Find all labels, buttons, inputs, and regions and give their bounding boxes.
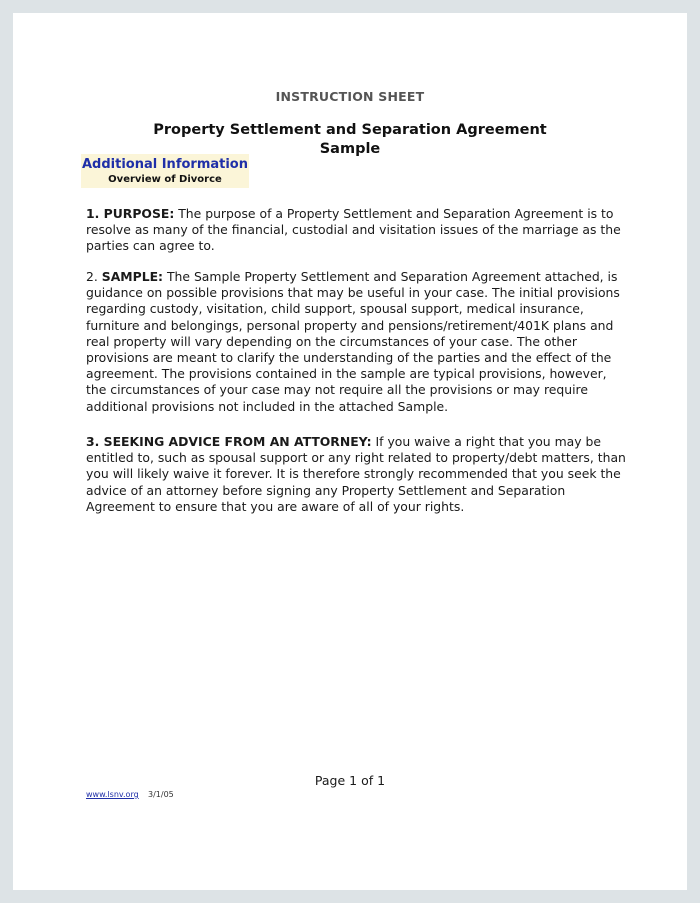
section-purpose <box>86 206 626 255</box>
section-seeking-advice-heading: 3. SEEKING ADVICE FROM AN ATTORNEY: <box>86 434 372 449</box>
section-seeking-advice <box>86 434 626 515</box>
section-sample-heading: SAMPLE: <box>101 269 164 284</box>
footer-website-link[interactable]: www.lsnv.org <box>86 790 139 799</box>
section-sample-paragraph <box>86 269 626 415</box>
section-seeking-advice-body: If you waive a right that you may be entitled to, such as spousal support or any right related to property/debt matters, than you will likely waive it forever. It is therefore strongly recommended that you seek the advice of an attorney before signing any Property Settlement and Separation Agreement to ensure that you are aware of all of your rights. <box>86 434 626 514</box>
section-seeking-advice-paragraph <box>86 434 626 515</box>
document-page <box>13 13 687 890</box>
document-title-line-1: Property Settlement and Separation Agreement <box>153 122 547 138</box>
footer-date: 3/1/05 <box>148 790 174 799</box>
section-purpose-body: The purpose of a Property Settlement and Separation Agreement is to resolve as many of the financial, custodial and visitation issues of the marriage as the parties can agree to. <box>86 206 621 254</box>
page-number: Page 1 of 1 <box>314 773 386 788</box>
section-purpose-paragraph <box>86 206 626 255</box>
document-title-line-2: Sample <box>319 141 381 157</box>
sheet-label: INSTRUCTION SHEET <box>275 89 425 104</box>
section-sample <box>86 269 626 415</box>
section-purpose-heading: 1. PURPOSE: <box>86 206 175 221</box>
additional-information-title[interactable]: Additional Information <box>81 157 248 172</box>
section-sample-number: 2. <box>86 269 102 284</box>
section-sample-body: The Sample Property Settlement and Separation Agreement attached, is guidance on possible provisions that may be useful in your case. The initial provisions regarding custody, visitation, child support, spousal support, medical insurance, furniture and belongings, personal property and pensions/retirement/401K plans and real property will vary depending on the circumstances of your case. The other provisions are meant to clarify the understanding of the parties and the effect of the agreement. The provisions contained in the sample are typical provisions, however, the circumstances of your case may not require all the provisions or may require additional provisions not included in the attached Sample. <box>86 269 620 414</box>
additional-information-box[interactable] <box>81 154 249 188</box>
additional-information-subtitle: Overview of Divorce <box>108 174 222 185</box>
